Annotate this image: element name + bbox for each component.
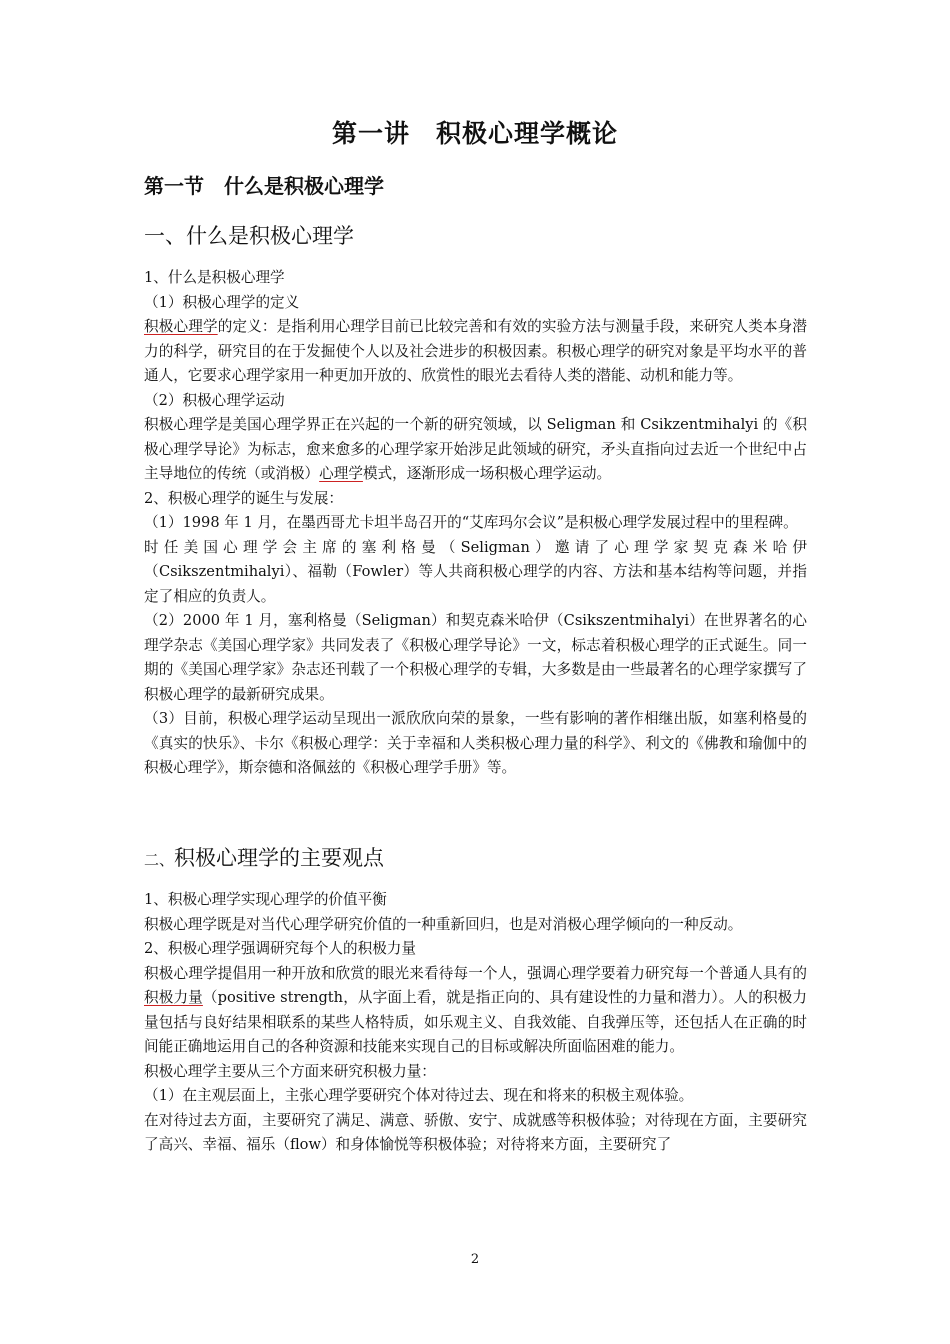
paragraph: 2、积极心理学强调研究每个人的积极力量: [144, 940, 416, 957]
paragraph-text: 模式，逐渐形成一场积极心理学运动。: [362, 465, 612, 482]
paragraph-text: 的定义：是指利用心理学目前已比较完善和有效的实验方法与测量手段，来研究人类本身潜力的科学，研究目的在于发掘使个人以及社会进步的积极因素。积极心理学的研究对象是平均水平的普通人，它要求心理学家用一种更加开放的、欣赏性的眼光去看待人类的潜能、动机和能力等。: [144, 318, 807, 384]
section-title: 第一节 什么是积极心理学: [144, 174, 384, 198]
paragraph: 在对待过去方面，主要研究了满足、满意、骄傲、安宁、成就感等积极体验；对待现在方面，主要研究了高兴、幸福、福乐（flow）和身体愉悦等积极体验；对待将来方面，主要研究了: [144, 1111, 807, 1153]
body-block-1: [144, 266, 807, 781]
paragraph: （1）积极心理学的定义: [144, 293, 300, 311]
paragraph: 1、积极心理学实现心理学的价值平衡: [144, 891, 387, 908]
heading-1: 一、什么是积极心理学: [144, 224, 354, 248]
paragraph: 1、什么是积极心理学: [144, 269, 285, 286]
underlined-term: 积极力量: [144, 989, 203, 1006]
paragraph: 积极心理学既是对当代心理学研究价值的一种重新回归，也是对消极心理学倾向的一种反动。: [144, 915, 743, 933]
paragraph: （2）2000 年 1 月，塞利格曼（Seligman）和契克森米哈伊（Csikszentmihalyi）在世界著名的心理学杂志《美国心理学家》共同发表了《积极心理学导论》一文，标志着积极心理学的正式诞生。同一期的《美国心理学家》杂志还刊载了一个积极心理学的专辑，大多数是由一些最著名的心理学家撰写了积极心理学的最新研究成果。: [144, 612, 807, 703]
paragraph: （1）1998 年 1 月，在墨西哥尤卡坦半岛召开的“艾库玛尔会议”是积极心理学发展过程中的里程碑。: [144, 514, 798, 531]
paragraph-text: 积极心理学提倡用一种开放和欣赏的眼光来看待每一个人，强调心理学要着力研究每一个普通人具有的: [144, 964, 807, 982]
paragraph: （1）在主观层面上，主张心理学要研究个体对待过去、现在和将来的积极主观体验。: [144, 1087, 694, 1104]
heading-numeral: 二、: [144, 851, 175, 869]
paragraph-text: 积极心理学是美国心理学界正在兴起的一个新的研究领域，以 Seligman 和 Csikzentmihalyi 的《积极心理学导论》为标志，愈来愈多的心理学家开始涉足此领域的研究，矛头直指向过去近一个世纪中占主导地位的传统（或消极）: [144, 416, 807, 482]
underlined-term: 积极心理学: [144, 318, 218, 335]
paragraph: 2、积极心理学的诞生与发展：: [144, 489, 344, 507]
underlined-term: 心理学: [319, 465, 363, 482]
paragraph: （2）积极心理学运动: [144, 391, 285, 409]
paragraph-text: （positive strength，从字面上看，就是指正向的、具有建设性的力量和潜力）。人的积极力量包括与良好结果相联系的某些人格特质，如乐观主义、自我效能、自我弹压等，还包括人在正确的时间能正确地运用自己的各种资源和技能来实现自己的目标或解决所面临困难的能力。: [144, 989, 807, 1055]
paragraph: 积极心理学主要从三个方面来研究积极力量：: [144, 1062, 436, 1080]
paragraph-movement: [144, 413, 807, 487]
paragraph: （3）目前，积极心理学运动呈现出一派欣欣向荣的景象，一些有影响的著作相继出版，如塞利格曼的《真实的快乐》、卡尔《积极心理学：关于幸福和人类积极心理力量的科学》、利文的《佛教和瑜伽中的积极心理学》，斯奈德和洛佩兹的《积极心理学手册》等。: [144, 710, 807, 776]
body-block-2: [144, 888, 807, 1158]
paragraph-strength: [144, 962, 807, 1060]
chapter-title: 第一讲 积极心理学概论: [331, 119, 618, 148]
page-number: 2: [470, 1252, 480, 1267]
heading-2: [144, 842, 384, 876]
heading-text: 积极心理学的主要观点: [174, 846, 385, 870]
paragraph: 时任美国心理学会主席的塞利格曼（Seligman）邀请了心理学家契克森米哈伊（Csikszentmihalyi）、福勒（Fowler）等人共商积极心理学的内容、方法和基本结构等问题，并指定了相应的负责人。: [144, 538, 807, 605]
paragraph-definition: [144, 315, 807, 389]
